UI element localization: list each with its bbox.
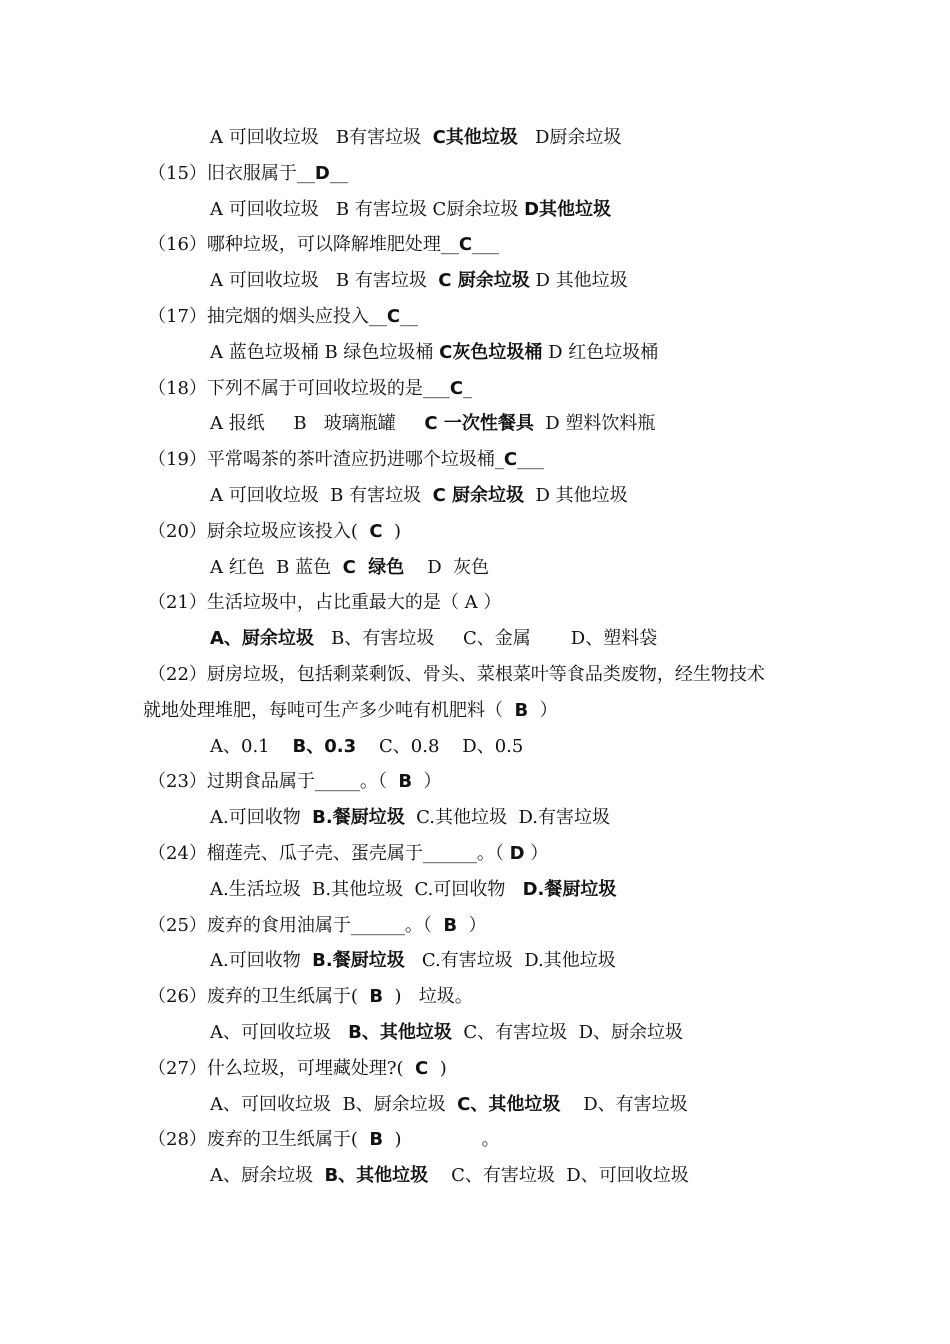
answer-options-line: [210, 126, 621, 150]
line-text: 就地处理堆肥，每吨可生产多少吨有机肥料（: [143, 700, 515, 721]
question-line: [148, 520, 401, 544]
line-text: A.可回收物: [210, 950, 313, 971]
correct-answer: D其他垃圾: [524, 199, 612, 220]
answer-options-line: [210, 806, 610, 830]
line-text: D 其他垃圾: [524, 485, 628, 506]
question-line: [148, 663, 765, 687]
line-text: A.可回收物: [210, 807, 313, 828]
question-line: [148, 842, 548, 866]
answer-options-line: [210, 198, 611, 222]
question-line: [148, 305, 418, 329]
correct-answer: C 厨余垃圾: [432, 485, 525, 506]
line-text: （16）哪种垃圾，可以降解堆肥处理__: [148, 234, 459, 255]
correct-answer: B、其他垃圾: [324, 1165, 429, 1186]
line-text: C、0.8 D、0.5: [356, 736, 524, 757]
correct-answer: B、其他垃圾: [348, 1022, 452, 1043]
answer-options-line: [210, 556, 489, 580]
question-line: [148, 162, 348, 186]
line-text: A、0.1: [210, 736, 293, 757]
answer-options-line: [210, 1164, 689, 1188]
correct-answer: C: [503, 449, 518, 470]
correct-answer: C: [458, 234, 473, 255]
line-text: A 可回收垃圾 B 有害垃圾: [210, 485, 433, 506]
correct-answer: C 厨余垃圾: [438, 270, 530, 291]
answer-options-line: [210, 484, 628, 508]
correct-answer: C 绿色: [342, 557, 405, 578]
line-text: （20）厨余垃圾应该投入(: [148, 521, 370, 542]
line-text: ): [428, 1058, 447, 1079]
line-text: （18）下列不属于可回收垃圾的是___: [148, 378, 450, 399]
line-text: （25）废弃的食用油属于______。（: [148, 915, 444, 936]
question-line: [143, 699, 558, 723]
answer-options-line: [210, 878, 616, 902]
answer-options-line: [210, 1021, 683, 1045]
line-text: A.生活垃圾 B.其他垃圾 C.可回收物: [210, 879, 523, 900]
line-text: （22）厨房垃圾，包括剩菜剩饭、骨头、菜根菜叶等食品类废物，经生物技术: [148, 664, 765, 685]
correct-answer: D: [509, 843, 525, 864]
question-line: [148, 914, 487, 938]
correct-answer: C灰色垃圾桶: [439, 342, 543, 363]
correct-answer: C: [415, 1058, 429, 1079]
line-text: D 塑料饮料瓶: [533, 413, 656, 434]
correct-answer: C、其他垃圾: [457, 1094, 561, 1115]
question-line: [148, 770, 442, 794]
correct-answer: B: [369, 1129, 384, 1150]
correct-answer: B.餐厨垃圾: [312, 950, 405, 971]
question-line: [148, 591, 501, 615]
line-text: A 蓝色垃圾桶 B 绿色垃圾桶: [210, 342, 440, 363]
question-line: [148, 448, 544, 472]
correct-answer: B: [514, 700, 529, 721]
correct-answer: B: [398, 771, 413, 792]
line-text: A、可回收垃圾 B、厨余垃圾: [210, 1094, 458, 1115]
line-text: C.有害垃圾 D.其他垃圾: [404, 950, 616, 971]
correct-answer: C: [369, 521, 383, 542]
line-text: A 报纸 B 玻璃瓶罐: [210, 413, 425, 434]
correct-answer: B.餐厨垃圾: [312, 807, 405, 828]
question-line: [148, 1128, 500, 1152]
line-text: （27）什么垃圾，可埋藏处理?(: [148, 1058, 416, 1079]
line-text: D、有害垃圾: [560, 1094, 688, 1115]
line-text: A 红色 B 蓝色: [210, 557, 343, 578]
correct-answer: A、厨余垃圾: [210, 628, 314, 649]
answer-options-line: [210, 949, 616, 973]
correct-answer: C其他垃圾: [432, 127, 518, 148]
line-text: C、有害垃圾 D、厨余垃圾: [451, 1022, 683, 1043]
line-text: ___: [517, 449, 545, 470]
line-text: （24）榴莲壳、瓜子壳、蛋壳属于______。（: [148, 843, 510, 864]
correct-answer: C 一次性餐具: [424, 413, 534, 434]
question-line: [148, 233, 499, 257]
line-text: ): [382, 521, 402, 542]
question-line: [148, 377, 472, 401]
line-text: （15）旧衣服属于__: [148, 163, 315, 184]
line-text: （17）抽完烟的烟头应投入__: [148, 306, 387, 327]
line-text: __: [329, 163, 348, 184]
answer-options-line: [210, 735, 523, 759]
answer-options-line: [210, 627, 657, 651]
correct-answer: B: [443, 915, 458, 936]
line-text: C、有害垃圾 D、可回收垃圾: [428, 1165, 689, 1186]
line-text: A、可回收垃圾: [210, 1022, 349, 1043]
line-text: _: [463, 378, 473, 399]
line-text: D 灰色: [404, 557, 490, 578]
line-text: ) 垃圾。: [383, 986, 473, 1007]
line-text: D厨余垃圾: [517, 127, 622, 148]
line-text: （21）生活垃圾中，占比重最大的是（ A ）: [148, 592, 502, 613]
line-text: ）: [528, 700, 558, 721]
correct-answer: C: [386, 306, 401, 327]
correct-answer: B、0.3: [292, 736, 357, 757]
line-text: __: [400, 306, 419, 327]
answer-options-line: [210, 341, 658, 365]
line-text: ___: [472, 234, 500, 255]
correct-answer: C: [449, 378, 464, 399]
line-text: ）: [524, 843, 549, 864]
line-text: A 可回收垃圾 B有害垃圾: [210, 127, 433, 148]
question-line: [148, 985, 473, 1009]
line-text: （28）废弃的卫生纸属于(: [148, 1129, 370, 1150]
answer-options-line: [210, 269, 628, 293]
line-text: （23）过期食品属于_____。（: [148, 771, 399, 792]
line-text: ）: [412, 771, 442, 792]
line-text: D 红色垃圾桶: [542, 342, 659, 363]
correct-answer: D: [314, 163, 330, 184]
line-text: A 可回收垃圾 B 有害垃圾 C厨余垃圾: [210, 199, 525, 220]
line-text: D 其他垃圾: [529, 270, 628, 291]
line-text: （19）平常喝茶的茶叶渣应扔进哪个垃圾桶_: [148, 449, 504, 470]
line-text: （26）废弃的卫生纸属于(: [148, 986, 370, 1007]
line-text: ）: [457, 915, 487, 936]
line-text: C.其他垃圾 D.有害垃圾: [404, 807, 610, 828]
line-text: B、有害垃圾 C、金属 D、塑料袋: [313, 628, 658, 649]
answer-options-line: [210, 1093, 688, 1117]
line-text: ) 。: [383, 1129, 500, 1150]
answer-options-line: [210, 412, 655, 436]
line-text: A 可回收垃圾 B 有害垃圾: [210, 270, 439, 291]
question-line: [148, 1057, 447, 1081]
correct-answer: D.餐厨垃圾: [522, 879, 617, 900]
line-text: A、厨余垃圾: [210, 1165, 325, 1186]
correct-answer: B: [369, 986, 384, 1007]
